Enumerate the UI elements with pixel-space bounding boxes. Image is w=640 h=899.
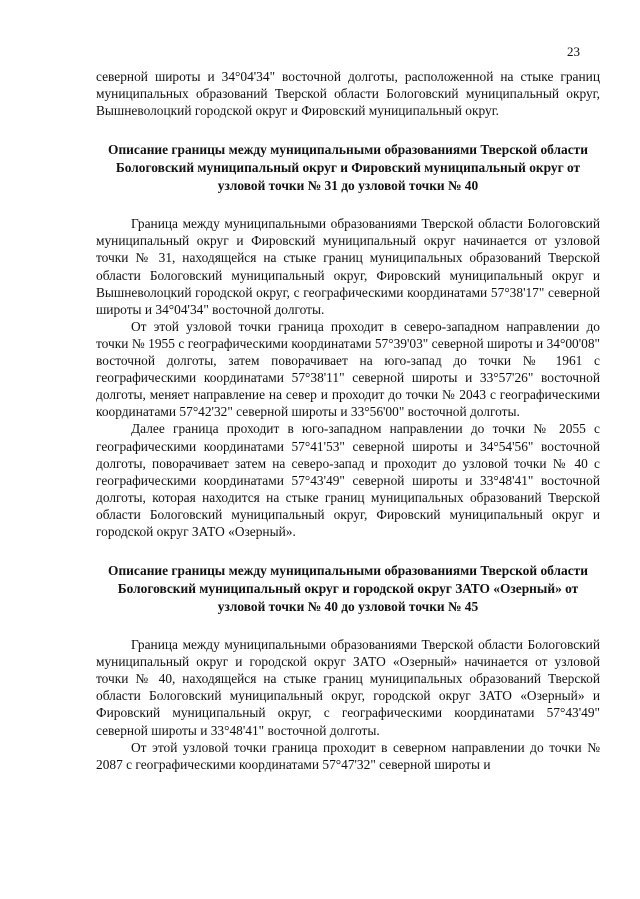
section-heading-2: Описание границы между муниципальными образованиями Тверской области Бологовский муниципальный округ и городской округ ЗАТО «Озерный» от узловой точки № 40 до узловой точки № 45 (108, 563, 588, 615)
document-body (96, 68, 600, 773)
section-heading-1: Описание границы между муниципальными образованиями Тверской области Бологовский муниципальный округ и Фировский муниципальный округ от узловой точки № 31 до узловой точки № 40 (108, 142, 588, 194)
section2-paragraph-1: Граница между муниципальными образованиями Тверской области Бологовский муниципальный округ и городской округ ЗАТО «Озерный» начинается от узловой точки № 40, находящейся на стыке границ муниципальных образований Тверской области Бологовский муниципальный округ, городской округ ЗАТО «Озерный» и Фировский муниципальный округ, с географическими координатами 57°43'49" северной широты и 33°48'41" восточной долготы. (96, 637, 600, 738)
section1-paragraph-1: Граница между муниципальными образованиями Тверской области Бологовский муниципальный округ и Фировский муниципальный округ начинается от узловой точки № 31, находящейся на стыке границ муниципальных образований Тверской области Бологовский муниципальный округ, Фировский муниципальный округ и Вышневолоцкий городской округ, с географическими координатами 57°38'17" северной широты и 34°04'34" восточной долготы. (96, 216, 600, 317)
section2-paragraph-2: От этой узловой точки граница проходит в северном направлении до точки № 2087 с географическими координатами 57°47'32" северной широты и (96, 739, 600, 772)
section1-paragraph-2: От этой узловой точки граница проходит в северо-западном направлении до точки № 1955 с географическими координатами 57°39'03" северной широты и 34°00'08" восточной долготы, затем поворачивает на юго-запад до точки № 1961 с географическими координатами 57°38'11" северной широты и 33°57'26" восточной долготы, меняет направление на север и проходит до точки № 2043 с географическими координатами 57°42'32" северной широты и 33°56'00" восточной долготы. (96, 318, 600, 420)
page-number: 23 (567, 44, 580, 59)
continuation-paragraph: северной широты и 34°04'34" восточной долготы, расположенной на стыке границ муниципальных образований Тверской области Бологовский муниципальный округ, Вышневолоцкий городской округ и Фировский муниципальный округ. (96, 69, 600, 119)
section1-paragraph-3: Далее граница проходит в юго-западном направлении до точки № 2055 с географическими координатами 57°41'53" северной широты и 34°54'56" восточной долготы, поворачивает затем на северо-запад и проходит до узловой точки № 40 с географическими координатами 57°43'49" северной широты и 33°48'41" восточной долготы, которая находится на стыке границ муниципальных образований Тверской области Бологовский муниципальный округ, Фировский муниципальный округ и городской округ ЗАТО «Озерный». (96, 421, 600, 539)
